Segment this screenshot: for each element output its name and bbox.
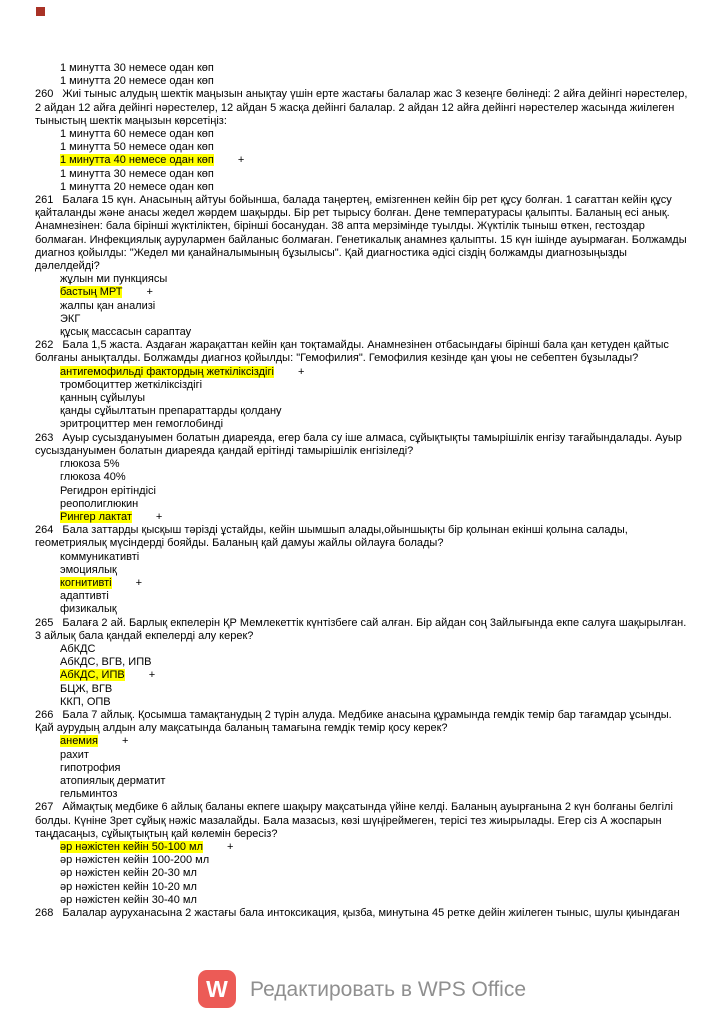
answer-option	[60, 577, 693, 590]
answer-option	[60, 300, 693, 313]
question	[35, 709, 693, 735]
question	[35, 432, 693, 458]
answer-option	[60, 775, 693, 788]
question-number: 267	[35, 801, 54, 814]
answer-option-text: 1 минутта 30 немесе одан көп	[60, 62, 214, 74]
question	[35, 801, 693, 841]
answer-option-text: 1 минутта 30 немесе одан көп	[60, 167, 214, 180]
answer-option	[60, 788, 693, 801]
question-text: Ауыр сусыздануымен болатын диареяда, егер бала су іше алмаса, сұйықтықты тамырішілік енгізу тағайындалады. Ауыр сусыздануымен болатын диареяда қандай ерітінді тамырішілік енгізіледі?	[35, 431, 682, 457]
answer-option-text: әр нәжістен кейін 20-30 мл	[60, 867, 197, 880]
answer-option-text: физикалық	[60, 603, 117, 616]
answer-option-text: ЭКГ	[60, 312, 81, 325]
answer-option	[60, 749, 693, 762]
question-text: Балаға 15 күн. Анасының айтуы бойынша, балада таңертең, емізгеннен кейін бір рет құсу болған. 1 сағаттан кейін құсу қайталанды және анасы жедел жәрдем шақырды. Бір рет тырысу болған. Дене температурасы қалыпты. Баланың есі анық. Анамнезінен: бала бірінші жүктіліктен, бірінші босанудан. 38 апта мерзімінде туылды. Жүктілік тыныш өткен, гестоздар болмаған. Инфекциялық аурулармен байланыс болмаған. Генетикалық анамнез қалыпты. 15 күн ішінде ауырмаған. Болжамды диагноз қойылды: "Жедел ми қанайналымының бұзылысы". Қай диагностика әдісі сіздің болжамды диагнозыңызды дәлелдейді?	[35, 194, 687, 273]
correct-answer-plus: +	[146, 286, 153, 299]
answer-option	[60, 603, 693, 616]
answer-option	[60, 313, 693, 326]
answer-option-text: тромбоциттер жеткіліксіздігі	[60, 378, 203, 391]
question	[35, 617, 693, 643]
answer-option-text: 1 минутта 60 немесе одан көп	[60, 128, 214, 141]
question	[35, 524, 693, 550]
answer-option	[60, 273, 693, 286]
answer-option-text-highlighted: АбКДС, ИПВ	[60, 669, 125, 682]
question-number: 263	[35, 431, 54, 444]
correct-answer-plus: +	[227, 840, 234, 853]
answer-option-text-highlighted: әр нәжістен кейін 50-100 мл	[60, 840, 204, 853]
answer-option-text: адаптивті	[60, 590, 109, 603]
answer-option	[60, 511, 693, 524]
wps-logo-icon	[198, 970, 236, 1008]
answer-option	[60, 735, 693, 748]
answer-option-text-highlighted: анемия	[60, 735, 98, 748]
correct-answer-plus: +	[121, 735, 129, 748]
answer-option	[60, 405, 693, 418]
answer-option-text: әр нәжістен кейін 100-200 мл	[60, 854, 210, 867]
answer-option-text-highlighted: когнитивті	[60, 576, 112, 589]
answer-option	[60, 366, 693, 379]
answer-option-text-highlighted: антигемофильді фактордың жеткіліксіздігі	[60, 365, 274, 378]
question	[35, 88, 693, 128]
question-number: 260	[35, 88, 54, 101]
question-number: 262	[35, 339, 54, 352]
answer-option-text: коммуникативті	[60, 550, 140, 563]
answer-option	[60, 551, 693, 564]
correct-answer-plus: +	[135, 576, 142, 589]
answer-option	[60, 867, 693, 880]
answer-option-text: глюкоза 40%	[60, 471, 126, 484]
question-text: Жиі тыныс алудың шектік маңызын анықтау үшін ерте жастағы балалар жас 3 кезеңге бөлінеді: 2 айға дейінгі нәрестелер, 2 айдан 12 айға дейінгі нәрестелер, 12 айдан 5 жасқа дейінгі балалар. 2 айдан 12 айға дейінгі нәрестелер жасында жиілеген тыныстың шектік маңызын көрсетіңіз:	[35, 88, 688, 127]
answer-option-text: 1 минутта 20 немесе одан көп	[60, 75, 214, 88]
answer-option	[60, 656, 693, 669]
question-number: 265	[35, 616, 54, 629]
answer-option	[60, 75, 693, 88]
correct-answer-plus: +	[237, 154, 245, 167]
question-text: Балаға 2 ай. Барлық екпелерін ҚР Мемлекеттік күнтізбеге сай алған. Бір айдан соң 3айлығында екпе салуға шақырылған. 3 айлық бала қандай екпелерді алу керек?	[35, 616, 687, 642]
wps-edit-label: Редактировать в WPS Office	[249, 977, 527, 1001]
answer-option-text: қанды сұйылтатын препараттарды қолдану	[60, 405, 282, 418]
question-text: Бала 1,5 жаста. Аздаған жарақаттан кейін қан тоқтамайды. Анамнезінен отбасындағы бірінші бала қан кетуден қайтыс болғаны анықталды. Болжамды диагноз қойылды: "Гемофилия". Гемофилия кезінде қан ұюы не себептен бұзылады?	[35, 339, 669, 365]
answer-option	[60, 62, 693, 75]
answer-option-text: жалпы қан анализі	[60, 299, 156, 312]
answer-option	[60, 841, 693, 854]
answer-option	[60, 379, 693, 392]
answer-option-text: ККП, ОПВ	[60, 695, 111, 708]
page-corner-marker	[36, 7, 45, 16]
answer-option-text: 1 минутта 50 немесе одан көп	[60, 141, 214, 154]
answer-option	[60, 762, 693, 775]
answer-option	[60, 154, 693, 167]
answer-option-text: БЦЖ, ВГВ	[60, 682, 113, 695]
answer-option	[60, 141, 693, 154]
answer-option	[60, 669, 693, 682]
answer-option-text: АбКДС, ВГВ, ИПВ	[60, 656, 152, 669]
answer-option-text: Регидрон ерітіндісі	[60, 484, 156, 497]
question-number: 264	[35, 524, 54, 537]
answer-option-text: эритроциттер мен гемоглобинді	[60, 418, 224, 431]
answer-option	[60, 286, 693, 299]
answer-option-text-highlighted: бастың МРТ	[60, 286, 123, 299]
answer-option	[60, 471, 693, 484]
answer-option	[60, 564, 693, 577]
wps-logo-letter: W	[206, 975, 228, 1002]
answer-option	[60, 418, 693, 431]
correct-answer-plus: +	[297, 365, 305, 378]
answer-option-text: рахит	[60, 748, 89, 761]
question-number: 268	[35, 907, 54, 919]
answer-option	[60, 683, 693, 696]
answer-option-text: АбКДС	[60, 642, 96, 655]
answer-option-text: гельминтоз	[60, 788, 118, 801]
answer-option	[60, 881, 693, 894]
correct-answer-plus: +	[148, 669, 156, 682]
question	[35, 194, 693, 273]
answer-option	[60, 643, 693, 656]
answer-option-text: глюкоза 5%	[60, 458, 120, 471]
answer-option	[60, 392, 693, 405]
answer-option	[60, 854, 693, 867]
answer-option-text: қанның сұйылуы	[60, 392, 145, 405]
answer-option	[60, 326, 693, 339]
question-text: Балалар ауруханасына 2 жастағы бала интоксикация, қызба, минутына 45 ретке дейін жиілеген тыныс, шулы қиындаған	[62, 907, 680, 919]
answer-option-text: гипотрофия	[60, 761, 121, 774]
answer-option-text: әр нәжістен кейін 10-20 мл	[60, 880, 197, 893]
answer-option-text: эмоциялық	[60, 563, 117, 576]
answer-option	[60, 128, 693, 141]
answer-option-text: реополиглюкин	[60, 497, 139, 510]
question-number: 266	[35, 708, 54, 721]
answer-option	[60, 181, 693, 194]
question	[35, 339, 693, 365]
answer-option	[60, 894, 693, 907]
answer-option	[60, 458, 693, 471]
correct-answer-plus: +	[155, 510, 163, 523]
question-text: Бала 7 айлық. Қосымша тамақтанудың 2 түрін алуда. Медбике анасына құрамында гемдік темір бар тағамдар ұсынды. Қай аурудың алдын алу мақсатында баланың тамағына гемдік темір қосу керек?	[35, 708, 672, 735]
document-content	[35, 62, 693, 920]
answer-option-text: 1 минутта 20 немесе одан көп	[60, 180, 214, 193]
answer-option-text: атопиялық дерматит	[60, 774, 166, 787]
wps-edit-button[interactable]	[0, 970, 724, 1008]
answer-option	[60, 168, 693, 181]
answer-option-text: әр нәжістен кейін 30-40 мл	[60, 893, 197, 906]
answer-option-text-highlighted: Рингер лактат	[60, 510, 132, 523]
answer-option	[60, 485, 693, 498]
answer-option	[60, 590, 693, 603]
answer-option-text-highlighted: 1 минутта 40 немесе одан көп	[60, 154, 214, 167]
question	[35, 907, 693, 920]
question-number: 261	[35, 194, 54, 207]
answer-option	[60, 696, 693, 709]
question-text: Бала заттарды қысқыш тәрізді ұстайды, кейін шымшып алады,ойыншықты бір қолынан екінші қолына салады, геометриялық мүсіндерді бояйды. Баланың қай дамуы жайлы ойлауға болады?	[35, 524, 628, 550]
answer-option-text: жұлын ми пункциясы	[60, 273, 168, 286]
answer-option-text: құсық массасын сараптау	[60, 326, 192, 339]
question-text: Аймақтық медбике 6 айлық баланы екпеге шақыру мақсатында үйіне келді. Баланың ауырғанына 2 күн болғаны белгілі болды. Күніне 3рет сұйық нәжіс мазалайды. Бала мазасыз, көзі шүңіреймеген, терісі тез жиырылады. Егер сіз А жоспарын таңдасаңыз, сұйықтықтың қай көлемін бересіз?	[35, 801, 673, 840]
answer-option	[60, 498, 693, 511]
